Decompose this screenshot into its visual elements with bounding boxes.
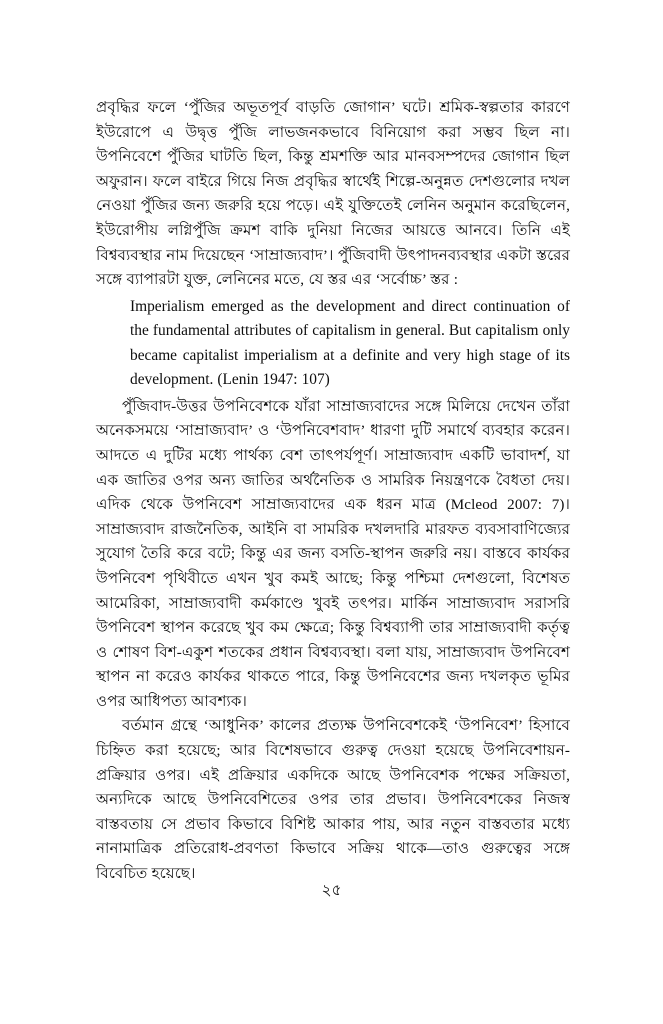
- body-paragraph-1: প্রবৃদ্ধির ফলে ‘পুঁজির অভূতপূর্ব বাড়তি জোগান’ ঘটে। শ্রমিক-স্বল্পতার কারণে ইউরোপে এ উদ্বৃত্ত পুঁজি লাভজনকভাবে বিনিয়োগ করা সম্ভব ছিল না। উপনিবেশে পুঁজির ঘাটতি ছিল, কিন্তু শ্রমশক্তি আর মানবসম্পদের জোগান ছিল অফুরান। ফলে বাইরে গিয়ে নিজ প্রবৃদ্ধির স্বার্থেই শিল্পে-অনুন্নত দেশগুলোর দখল নেওয়া পুঁজির জন্য জরুরি হয়ে পড়ে। এই যুক্তিতেই লেনিন অনুমান করেছিলেন, ইউরোপীয় লগ্নিপুঁজি ক্রমশ বাকি দুনিয়া নিজের আয়ত্তে আনবে। তিনি এই বিশ্বব্যবস্থার নাম দিয়েছেন ‘সাম্রাজ্যবাদ’। পুঁজিবাদী উৎপাদনব্যবস্থার একটা স্তরের সঙ্গে ব্যাপারটা যুক্ত, লেনিনের মতে, যে স্তর এর ‘সর্বোচ্চ’ স্তর :: [96, 100, 570, 289]
- page-number: ২৫: [321, 882, 342, 899]
- body-paragraph-3: বর্তমান গ্রন্থে ‘আধুনিক’ কালের প্রত্যক্ষ উপনিবেশকেই ‘উপনিবেশ’ হিসাবে চিহ্নিত করা হয়েছে; আর বিশেষভাবে গুরুত্ব দেওয়া হয়েছে উপনিবেশায়ন-প্রক্রিয়ার ওপর। এই প্রক্রিয়ার একদিকে আছে উপনিবেশক পক্ষের সক্রিয়তা, অন্যদিকে আছে উপনিবেশিতের ওপর তার প্রভাব। উপনিবেশকের নিজস্ব বাস্তবতায় সে প্রভাব কিভাবে বিশিষ্ট আকার পায়, আর নতুন বাস্তবতার মধ্যে নানামাত্রিক প্রতিরোধ-প্রবণতা কিভাবে সক্রিয় থাকে—তাও গুরুত্বের সঙ্গে বিবেচিত হয়েছে।: [96, 718, 570, 883]
- body-paragraph-2: পুঁজিবাদ-উত্তর উপনিবেশকে যাঁরা সাম্রাজ্যবাদের সঙ্গে মিলিয়ে দেখেন তাঁরা অনেকসময়ে ‘সাম্রাজ্যবাদ’ ও ‘উপনিবেশবাদ’ ধারণা দুটি সমার্থে ব্যবহার করেন। আদতে এ দুটির মধ্যে পার্থক্য বেশ তাৎপর্যপূর্ণ। সাম্রাজ্যবাদ একটি ভাবাদর্শ, যা এক জাতির ওপর অন্য জাতির অর্থনৈতিক ও সামরিক নিয়ন্ত্রণকে বৈধতা দেয়। এদিক থেকে উপনিবেশ সাম্রাজ্যবাদের এক ধরন মাত্র (Mcleod 2007: 7)। সাম্রাজ্যবাদ রাজনৈতিক, আইনি বা সামরিক দখলদারি মারফত ব্যবসাবাণিজ্যের সুযোগ তৈরি করে বটে; কিন্তু এর জন্য বসতি-স্থাপন জরুরি নয়। বাস্তবে কার্যকর উপনিবেশ পৃথিবীতে এখন খুব কমই আছে; কিন্তু পশ্চিমা দেশগুলো, বিশেষত আমেরিকা, সাম্রাজ্যবাদী কর্মকাণ্ডে খুবই তৎপর। মার্কিন সাম্রাজ্যবাদ সরাসরি উপনিবেশ স্থাপন করেছে খুব কম ক্ষেত্রে; কিন্তু বিশ্বব্যাপী তার সাম্রাজ্যবাদী কর্তৃত্ব ও শোষণ বিশ-একুশ শতকের প্রধান বিশ্বব্যবস্থা। বলা যায়, সাম্রাজ্যবাদ উপনিবেশ স্থাপন না করেও কার্যকর থাকতে পারে, কিন্তু উপনিবেশের জন্য দখলকৃত ভূমির ওপর আধিপত্য আবশ্যক।: [96, 398, 570, 710]
- block-quotation-lenin: Imperialism emerged as the development and direct continuation of the fundamental attributes of capitalism in general. But capitalism only became capitalist imperialism at a definite and very high stage of its development. (Lenin 1947: 107): [130, 297, 570, 389]
- page-text-block: [96, 96, 570, 887]
